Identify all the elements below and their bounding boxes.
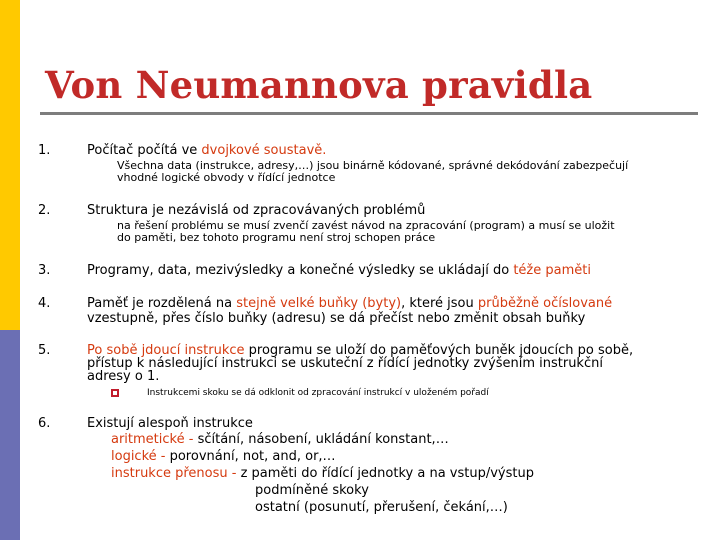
item-4-highlight-1: stejně velké buňky (byty) <box>236 296 402 311</box>
item-number-5: 5. <box>38 343 51 358</box>
item-1-sub-line-2: vhodné logické obvody v řídící jednotce <box>117 171 336 184</box>
item-6-row-arithmetic: aritmetické - sčítání, násobení, ukládání konstant,… <box>111 432 449 447</box>
item-5-highlight: Po sobě jdoucí instrukce <box>87 343 245 358</box>
item-4-line-2: vzestupně, přes číslo buňky (adresu) se dá přečíst nebo změnit obsah buňky <box>87 311 586 326</box>
item-5-bullet-text: Instrukcemi skoku se dá odklonit od zpracování instrukcí v uloženém pořadí <box>147 388 489 398</box>
item-2-sub-line-1: na řešení problému se musí zvenčí zavést návod na zpracování (program) a musí se uložit <box>117 219 615 232</box>
item-1-sub-line-1: Všechna data (instrukce, adresy,…) jsou binárně kódované, správné dekódování zabezpečují <box>117 159 629 172</box>
item-6-row-logic: logické - porovnání, not, and, or,… <box>111 449 336 464</box>
left-bar-yellow <box>0 0 20 330</box>
item-6-line-1: Existují alespoň instrukce <box>87 416 253 431</box>
slide-title: Von Neumannova pravidla <box>45 63 593 107</box>
item-6-row-jumps: podmíněné skoky <box>255 483 369 498</box>
title-rule <box>40 112 698 115</box>
item-4-highlight-2: průběžně očíslované <box>477 296 613 311</box>
item-1-highlight: dvojkové soustavě. <box>201 143 327 158</box>
left-bar-purple <box>0 330 20 540</box>
item-number-2: 2. <box>38 203 51 218</box>
item-1-text: Počítač počítá ve dvojkové soustavě. <box>87 143 327 158</box>
item-3-text: Programy, data, mezivýsledky a konečné výsledky se ukládají do téže paměti <box>87 263 591 278</box>
item-5-line-2: přístup k následující instrukci se uskuteční z řídící jednotky zvýšením instrukční <box>87 356 603 371</box>
item-5-line-3: adresy o 1. <box>87 369 160 384</box>
item-6-row-transfer: instrukce přenosu - z paměti do řídící jednotky a na vstup/výstup <box>111 466 534 481</box>
item-6-row-other: ostatní (posunutí, přerušení, čekání,…) <box>255 500 508 515</box>
item-number-1: 1. <box>38 143 51 158</box>
item-number-6: 6. <box>38 416 51 431</box>
item-5-line-1: Po sobě jdoucí instrukce programu se uloží do paměťových buněk jdoucích po sobě, <box>87 343 634 358</box>
item-number-3: 3. <box>38 263 51 278</box>
item-2-sub-line-2: do paměti, bez tohoto programu není stroj schopen práce <box>117 231 436 244</box>
item-2-text: Struktura je nezávislá od zpracovávaných problémů <box>87 203 426 218</box>
bullet-square-icon <box>111 389 119 397</box>
item-3-highlight: téže paměti <box>513 263 591 278</box>
item-number-4: 4. <box>38 296 51 311</box>
item-4-line-1: Paměť je rozdělená na stejně velké buňky (byty), které jsou průběžně očíslované <box>87 296 613 311</box>
